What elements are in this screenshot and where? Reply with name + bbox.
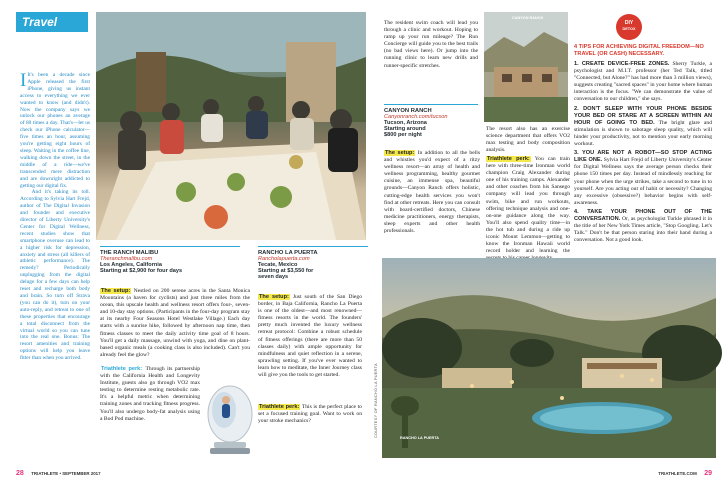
right-footer-text: TRIATHLETE.COM xyxy=(658,471,697,476)
puerta-photo-label: RANCHO LA PUERTA xyxy=(400,436,440,440)
puerta-setup-text: Just south of the San Diego border, in Baja California, Rancho La Puerta is one of the oldest—and most renowned—fitness resorts in the world. The founders' pretty much invented the luxury wellness retreat protocol: Combine a robust schedule of fitness offerings (there are more than 50 classes daily) with ample opportunity for mindfulness and quiet reflection in a serene, sprawling setting. If you've ever wanted to learn how to meditate, the Inner Journey class will give you the tools to get started. xyxy=(258,294,362,379)
canyon-continuation xyxy=(384,20,478,100)
photo-credit-text: COURTESY OF RANCHO LA PUERTA xyxy=(374,363,378,438)
canyon-name: CANYON RANCH xyxy=(384,108,432,114)
puerta-photo xyxy=(382,258,716,458)
puerta-name: RANCHO LA PUERTA xyxy=(258,250,318,256)
canyon-price-line2: $800 per night xyxy=(384,132,422,138)
malibu-perk xyxy=(100,366,200,460)
diy-tip-4-head: 4. TAKE YOUR PHONE OUT OF THE CONVERSATION. xyxy=(574,208,712,222)
puerta-setup-label: The setup: xyxy=(259,294,289,300)
intro-column xyxy=(20,72,90,444)
malibu-setup-label: The setup: xyxy=(101,288,131,294)
diy-tip-1-head: 1. CREATE DEVICE-FREE ZONES. xyxy=(574,61,670,67)
puerta-perk-text: This is the perfect place to set a focused training goal. Want to work on your stroke mechanics? xyxy=(258,404,362,425)
canyon-setup-text: In addition to all the bells and whistles you'd expect of a ritzy wellness resort—an array of health and wellness programming, healthy gourmet cuisine, an immense spa, beautiful grounds—Canyon Ranch offers holistic, cutting-edge health services you won't find at other retreats. Here you can consult with board-certified doctors, Chinese medicine practitioners, energy therapists, sleep experts and other health professionals. xyxy=(384,150,481,235)
canyon-setup xyxy=(384,150,480,256)
dinner-photo xyxy=(96,12,366,240)
diy-tip-4 xyxy=(574,209,712,244)
canyon-continuation-text: The resident swim coach will lead you through a clinic and workout. Hoping to ramp up your run mileage? The Run Concierge will guide you to the best trails (no bad views here). Or jump into the running clinic to learn new drills and runner-specific stretches. xyxy=(384,20,478,69)
diy-tip-2-head: 2. DON'T SLEEP WITH YOUR PHONE BESIDE YOUR BED OR STARE AT A SCREEN WITHIN AN HOUR OF GOING TO BED. xyxy=(574,105,712,126)
diy-detox-badge xyxy=(616,14,642,40)
canyon-perk-text: You can train here with three-time Ironman world champion Craig Alexander during one of his training camps. Alexander and other coaches from his Sansego company will lead you through swim, bike and run workouts, offering technique analysis and one-on-one guidance along the way. You'll also spend quality time—in the hot tub and during a ride up iconic Mount Lemmon—getting to know the Ironman Hawaii world record holder and learning the xyxy=(486,156,570,255)
badge-bottom-text: DETOX xyxy=(622,26,636,31)
puerta-price: Starting at $3,550 for seven days xyxy=(258,268,314,280)
intro-paragraph-1: It's been a decade since Apple released the first iPhone, giving us instant access to everything we ever wanted to know (and didn't). Now the company says we unlock our phones an average of 80 times a day. That's—let us check our iPhone calculator—five times an hour, assuming you're getting eight hours of sleep. Waiting in the coffee line, walking down the street, in the middle of a ride—we've transcended mere distraction and are downright addicted to getting our digital fix. xyxy=(20,72,90,189)
photo-credit xyxy=(370,320,378,440)
canyon-resort-note-text: The resort also has an exercise science department that offers VO2 max testing and body composition analysis. xyxy=(486,126,570,154)
puerta-perk-label: Triathlete perk: xyxy=(259,404,300,410)
malibu-perk-text: Through its partnership with the California Health and Longevity Institute, guests also go through VO2 max testing to determine resting metabolic rate. It's a helpful metric when determining training zones and tracking fitness progress. You'll also undergo body-fat analysis using a Bod Pod machine. xyxy=(100,366,200,422)
section-title: Travel xyxy=(22,15,58,29)
canyon-perk xyxy=(486,156,570,256)
puerta-location: Tecate, Mexico xyxy=(258,262,298,268)
intro-paragraph-2: And it's taking its toll. According to Sylvia Hart Frejd, author of The Digital Invasion and founder and executive director of Liberty University's Center for Digital Wellness, recent studies show that smartphone overuse can lead to a higher risk for depression, anxiety and stress (all killers of athletic performance). The remedy? Periodically unplugging from the digital deluge for a few days can help reset and recharge both body and brain. So turn off Strava (you can do it), turn on your auto-reply, and retreat to one of these properties that encourage a total disconnect from the virtual world so you can tune into the real one. Bonus: The resort amenities and training options will help you leave fitter than when you arrived. xyxy=(20,189,91,362)
bod-pod-icon xyxy=(204,380,256,460)
malibu-price: Starting at $2,900 for four days xyxy=(100,268,183,274)
malibu-name: THE RANCH MALIBU xyxy=(100,250,159,256)
malibu-perk-label: Triathlete perk: xyxy=(101,366,143,372)
bod-pod-image xyxy=(204,380,256,460)
canyon-perk-label: Triathlete perk: xyxy=(487,156,530,162)
puerta-scene xyxy=(382,258,716,458)
malibu-listing xyxy=(100,246,240,274)
badge-top-text: DIY xyxy=(624,20,634,26)
malibu-setup xyxy=(100,288,250,364)
canyon-location: Tucson, Arizona xyxy=(384,120,427,126)
canyon-rule xyxy=(384,104,478,105)
left-footer xyxy=(16,462,216,477)
section-header xyxy=(16,12,88,32)
canyon-listing xyxy=(384,104,478,138)
right-page-number: 29 xyxy=(704,470,712,477)
intro-drop-cap: I xyxy=(20,70,27,91)
dinner-scene xyxy=(96,12,366,240)
canyon-price-line1: Starting around xyxy=(384,126,426,132)
puerta-url[interactable]: Rancholapuerta.com xyxy=(258,256,310,262)
diy-tip-2-body: The bright glare and stimulation is shown to sabotage sleep quality, which will hinder your productivity, not to mention your early morning workout. xyxy=(574,119,712,148)
puerta-rule xyxy=(258,246,368,247)
canyon-url[interactable]: Canyonranch.com/tucson xyxy=(384,114,448,120)
malibu-setup-text: Nestled on 200 serene acres in the Santa Monica Mountains (a haven for cyclists) and just three miles from the ocean, this upscale health and wellness resort offers four-, seven- and 10-day stay options. (Participants in the four-day program stay at its nearby Four Seasons Hotel Westlake Village.) Each day starts with a sunrise hike, followed by afternoon nap time, then fitness classes to meet the daily activity time goal of 8 hours. You'll get a daily massage, unwind with yoga, and dine on plant-based organic meals (a cooking class is also included). Can't you already feel the glow? xyxy=(100,288,251,358)
canyon-setup-label: The setup: xyxy=(385,150,415,156)
canyon-resort-note xyxy=(486,126,570,154)
right-footer xyxy=(590,462,712,477)
diy-tip-1-body: Sherry Turkle, a psychologist and M.I.T. professor (her Ted Talk, titled "Connected, but Alone?" has had more than 3 million views), suggests creating "sacred spaces" in your home where human interaction is the focus. "We can demonstrate the value of conversation to our children," she says. xyxy=(574,61,712,103)
left-footer-text: TRIATHLETE • SEPTEMBER 2017 xyxy=(31,471,101,476)
malibu-rule xyxy=(100,246,240,247)
canyon-scene xyxy=(484,12,568,122)
canyon-photo xyxy=(484,12,568,122)
diy-tip-1 xyxy=(574,61,712,104)
left-page-number: 28 xyxy=(16,470,24,477)
diy-tip-3-body: Sylvia Hart Frejd of Liberty University's Center for Digital Wellness says the average person checks their phone 150 times per day. Instead of mindlessly reaching for your phone when the urge strikes, take a second to tune in to yourself. Are you acting out of habit or necessity? Changing any excessive (obsessive?) behavior begins with self-awareness. xyxy=(574,157,712,206)
diy-tip-2 xyxy=(574,106,712,149)
puerta-perk xyxy=(258,404,362,444)
malibu-url[interactable]: Theranchmalibu.com xyxy=(100,256,153,262)
canyon-photo-label: CANYON RANCH xyxy=(512,16,544,20)
malibu-location: Los Angeles, California xyxy=(100,262,162,268)
diy-tip-3-head: 3. YOU ARE NOT A ROBOT—SO STOP ACTING LIKE ONE. xyxy=(574,150,712,164)
diy-tip-4-body: Or, as psychologist Turkle phrased it in the title of her New York Times article, "Stop Googling. Let's Talk." Don't be that person staring into their hand during a conversation. Not a good look. xyxy=(574,215,712,244)
diy-title: 4 TIPS FOR ACHIEVING DIGITAL FREEDOM—NO TRAVEL (OR CASH) NECESSARY. xyxy=(574,44,704,57)
puerta-listing xyxy=(258,246,368,280)
diy-sidebar xyxy=(574,44,712,254)
puerta-setup xyxy=(258,294,362,402)
diy-tip-3 xyxy=(574,150,712,207)
